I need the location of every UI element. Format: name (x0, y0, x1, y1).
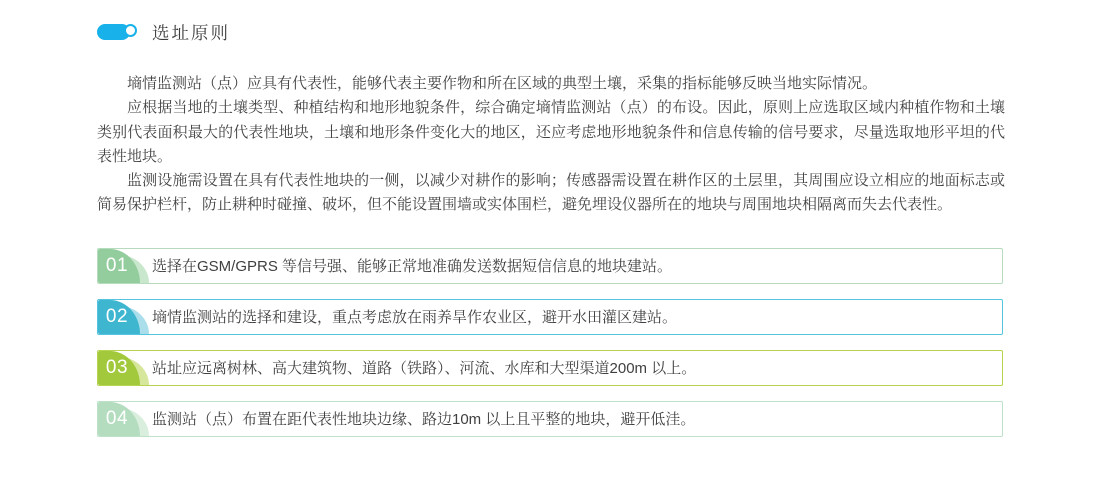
list-item-03 (97, 350, 1003, 386)
toggle-knob-icon (124, 24, 137, 37)
item-number: 01 (105, 254, 129, 276)
section-title: 选址原则 (152, 22, 230, 43)
principles-list (97, 248, 1003, 437)
item-text: 选择在GSM/GPRS 等信号强、能够正常地准确发送数据短信信息的地块建站。 (152, 258, 673, 276)
item-text: 监测站（点）布置在距代表性地块边缘、路边10m 以上且平整的地块，避开低洼。 (152, 411, 696, 429)
item-number-badge (98, 300, 152, 334)
item-number: 04 (105, 407, 129, 429)
item-number: 03 (105, 356, 129, 378)
toggle-icon (97, 24, 130, 40)
paragraph-3: 监测设施需设置在具有代表性地块的一侧，以减少对耕作的影响；传感器需设置在耕作区的土层里，其周围应设立相应的地面标志或简易保护栏杆，防止耕种时碰撞、破坏，但不能设置围墙或实体围栏，避免埋设仪器所在的地块与周围地块相隔离而失去代表性。 (97, 172, 1005, 214)
item-number-badge (98, 402, 152, 436)
item-number: 02 (105, 305, 129, 327)
paragraph-1: 墒情监测站（点）应具有代表性，能够代表主要作物和所在区域的典型土壤，采集的指标能够反映当地实际情况。 (127, 75, 878, 92)
item-number-badge (98, 249, 152, 283)
list-item-02 (97, 299, 1003, 335)
paragraph-2: 应根据当地的土壤类型、种植结构和地形地貌条件，综合确定墒情监测站（点）的布设。因此，原则上应选取区域内种植作物和土壤类别代表面积最大的代表性地块，土壤和地形条件变化大的地区，还应考虑地形地貌条件和信息传输的信号要求，尽量选取地形平坦的代表性地块。 (97, 99, 1005, 165)
item-number-badge (98, 351, 152, 385)
list-item-04 (97, 401, 1003, 437)
item-text: 站址应远离树林、高大建筑物、道路（铁路）、河流、水库和大型渠道200m 以上。 (152, 360, 697, 378)
body-text (97, 72, 1005, 218)
item-text: 墒情监测站的选择和建设，重点考虑放在雨养旱作农业区，避开水田灌区建站。 (152, 309, 678, 327)
section-header (0, 0, 1100, 42)
list-item-01 (97, 248, 1003, 284)
